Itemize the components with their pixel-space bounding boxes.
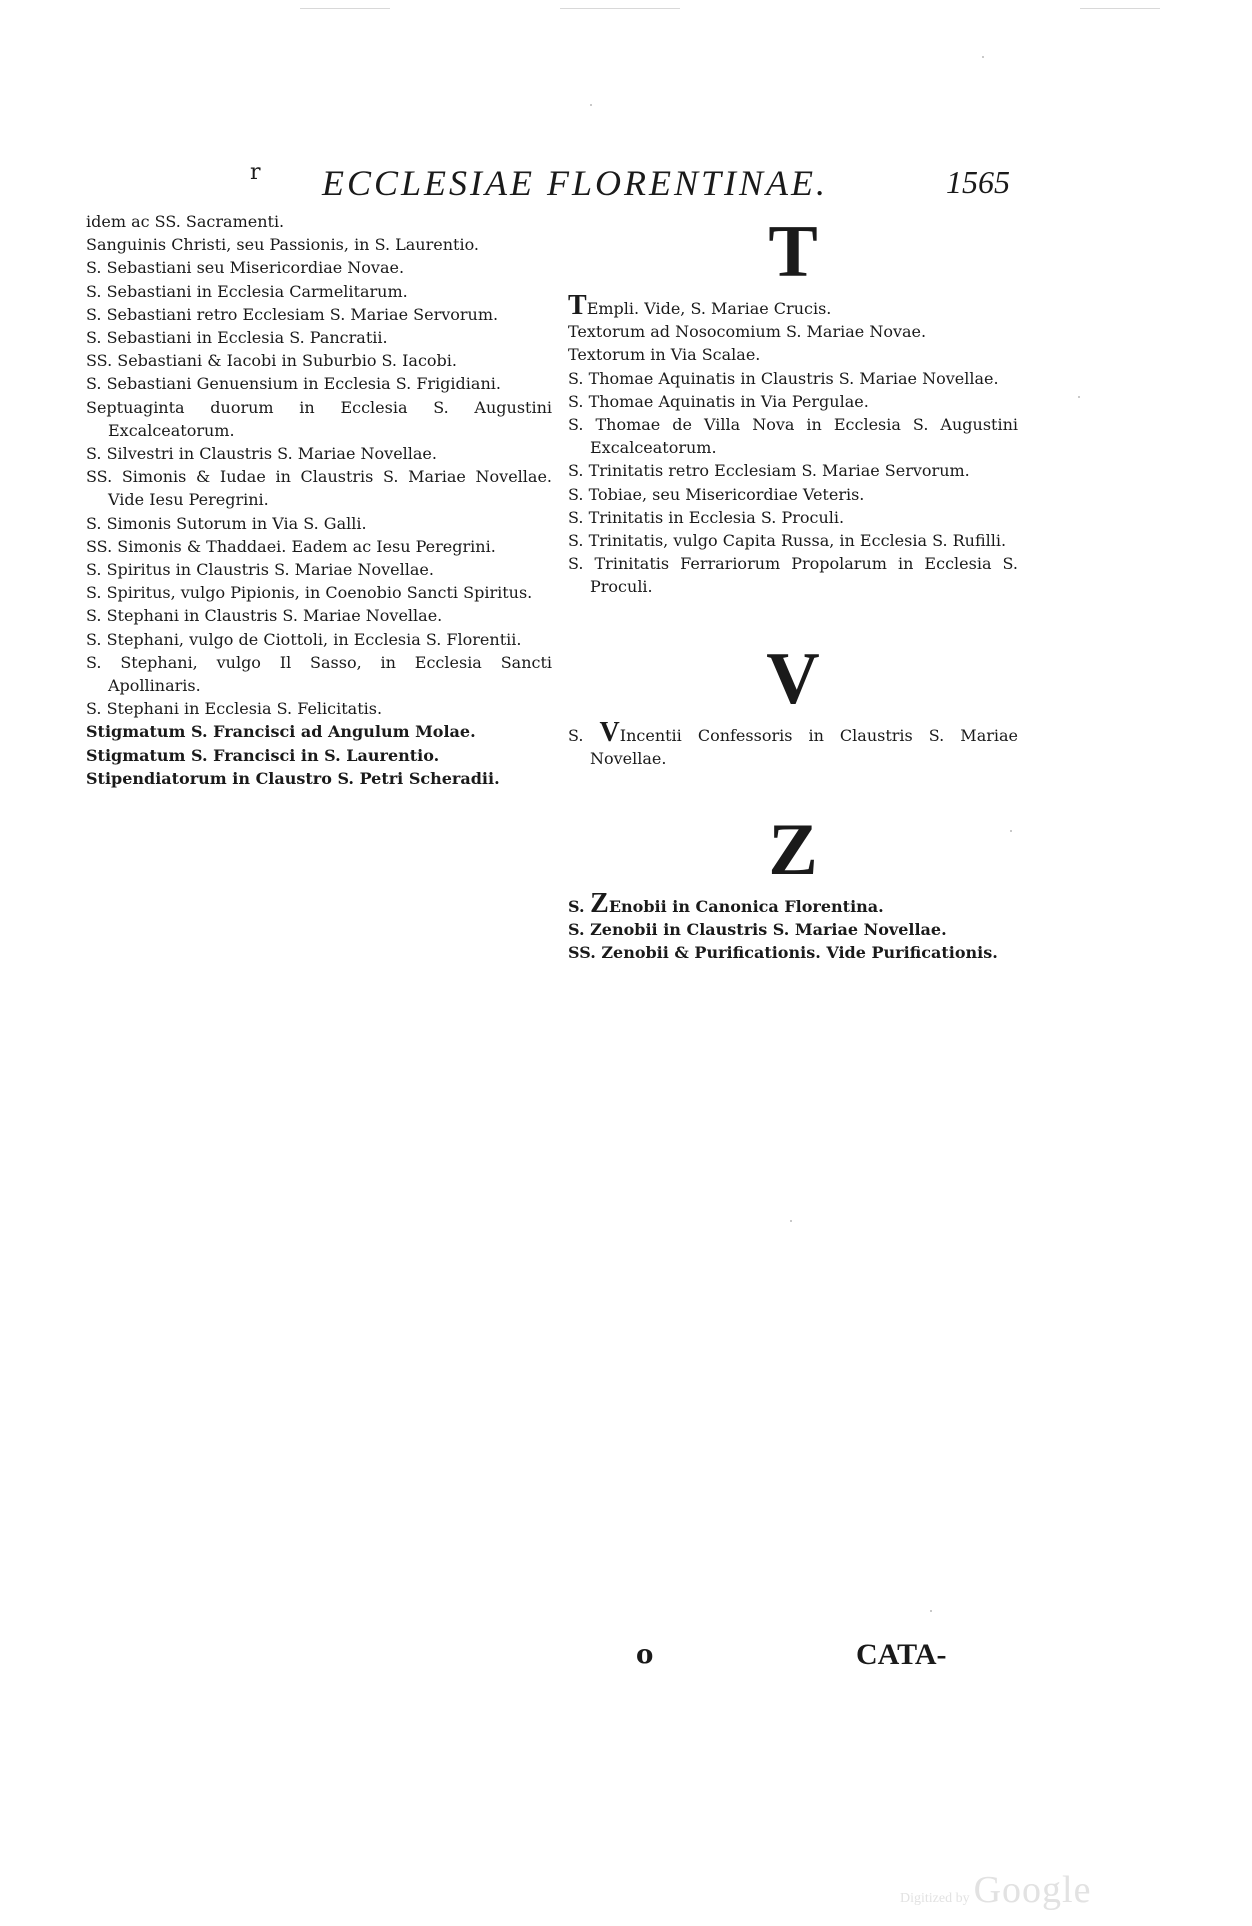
index-entry: S. Silvestri in Claustris S. Mariae Novellae.	[86, 444, 437, 464]
index-entry: SS. Simonis & Iudae in Claustris S. Mariae Novellae. Vide Iesu Peregrini.	[86, 467, 552, 510]
section-lead-entry	[568, 290, 1018, 321]
section-lead-entry	[568, 716, 1018, 770]
section-letter-z: Z	[768, 809, 818, 892]
paper-speck	[930, 1610, 932, 1612]
index-entry: S. Stephani in Claustris S. Mariae Novellae.	[86, 606, 443, 626]
index-entry: S. Stephani in Ecclesia S. Felicitatis.	[86, 699, 383, 719]
section-gap	[568, 770, 1018, 808]
lead-text: Empli. Vide, S. Mariae Crucis.	[586, 299, 832, 318]
section-letter-v: V	[766, 637, 820, 720]
paper-speck	[982, 56, 984, 58]
lead-text: Incentii Confessoris in Claustris S. Mariae Novellae.	[590, 725, 1018, 768]
index-entry: Sanguinis Christi, seu Passionis, in S. Laurentio.	[86, 235, 480, 255]
index-entry: S. Sebastiani in Ecclesia S. Pancratii.	[86, 328, 388, 348]
top-edge-rule	[560, 8, 680, 9]
section-gap	[568, 599, 1018, 637]
index-entry: S. Thomae Aquinatis in Via Pergulae.	[568, 391, 869, 411]
digitization-watermark	[900, 1868, 1091, 1912]
index-entry: Septuaginta duorum in Ecclesia S. Augustini Excalceatorum.	[86, 397, 552, 440]
lead-text: Enobii in Canonica Florentina.	[608, 897, 884, 917]
page-number: 1565	[946, 164, 1010, 200]
paper-speck	[1010, 830, 1012, 832]
paper-speck	[790, 1220, 792, 1222]
drop-cap: Z	[590, 888, 609, 920]
index-entry: Stipendiatorum in Claustro S. Petri Scheradii.	[86, 768, 500, 788]
index-entry: S. Sebastiani Genuensium in Ecclesia S. Frigidiani.	[86, 374, 501, 394]
index-entry: S. Trinitatis in Ecclesia S. Proculi.	[568, 507, 845, 527]
drop-cap: V	[599, 716, 620, 748]
drop-cap: T	[568, 290, 587, 321]
index-entry: Textorum ad Nosocomium S. Mariae Novae.	[568, 322, 927, 342]
index-entry: idem ac SS. Sacramenti.	[86, 212, 285, 231]
watermark-small-text: Digitized by	[900, 1891, 970, 1906]
section-letter-t: T	[768, 211, 818, 293]
watermark-logo-text: Google	[973, 1869, 1092, 1911]
index-entry: S. Trinitatis retro Ecclesiam S. Mariae Servorum.	[568, 461, 970, 481]
index-entry: S. Sebastiani in Ecclesia Carmelitarum.	[86, 281, 408, 301]
index-entry: S. Sebastiani retro Ecclesiam S. Mariae Servorum.	[86, 304, 499, 324]
index-entry: S. Stephani, vulgo de Ciottoli, in Ecclesia S. Florentii.	[86, 629, 522, 649]
paper-speck	[590, 104, 592, 106]
index-entry: SS. Zenobii & Purificationis. Vide Purificationis.	[568, 943, 998, 963]
signature-mark: o	[636, 1640, 654, 1670]
index-entry: SS. Sebastiani & Iacobi in Suburbio S. Iacobi.	[86, 351, 457, 371]
index-entry: SS. Simonis & Thaddaei. Eadem ac Iesu Peregrini.	[86, 536, 496, 556]
lead-prefix: S.	[568, 725, 584, 745]
catchword: CATA-	[856, 1638, 947, 1671]
paper-speck	[1078, 396, 1080, 398]
index-entry: S. Thomae de Villa Nova in Ecclesia S. Augustini Excalceatorum.	[568, 415, 1018, 458]
index-entry: Stigmatum S. Francisci ad Angulum Molae.	[86, 722, 476, 742]
index-entry: S. Trinitatis Ferrariorum Propolarum in Ecclesia S. Proculi.	[568, 554, 1018, 597]
running-head	[250, 160, 1010, 206]
index-entry: S. Spiritus, vulgo Pipionis, in Coenobio Sancti Spiritus.	[86, 583, 533, 603]
printer-mark: r	[250, 160, 261, 185]
top-edge-rule	[300, 8, 390, 9]
index-entry: S. Zenobii in Claustris S. Mariae Novellae.	[568, 920, 947, 940]
index-entry: Textorum in Via Scalae.	[568, 345, 761, 365]
index-entry: S. Stephani, vulgo Il Sasso, in Ecclesia Sancti Apollinaris.	[86, 652, 552, 696]
index-entry: S. Thomae Aquinatis in Claustris S. Mariae Novellae.	[568, 368, 999, 388]
lead-prefix: S.	[568, 897, 585, 917]
index-entry: S. Tobiae, seu Misericordiae Veteris.	[568, 484, 865, 504]
index-entry: S. Trinitatis, vulgo Capita Russa, in Ecclesia S. Rufilli.	[568, 531, 1007, 551]
index-entry: S. Sebastiani seu Misericordiae Novae.	[86, 258, 405, 278]
top-edge-rule	[1080, 8, 1160, 9]
index-entry: S. Spiritus in Claustris S. Mariae Novellae.	[86, 560, 434, 580]
page-title: ECCLESIAE FLORENTINAE.	[322, 163, 828, 203]
left-column	[86, 210, 552, 790]
index-entry: Stigmatum S. Francisci in S. Laurentio.	[86, 745, 440, 765]
section-lead-entry	[568, 888, 1018, 920]
index-entry: S. Simonis Sutorum in Via S. Galli.	[86, 513, 367, 533]
right-column	[568, 210, 1018, 965]
